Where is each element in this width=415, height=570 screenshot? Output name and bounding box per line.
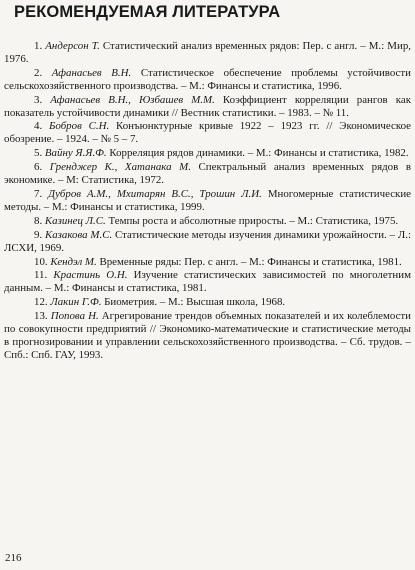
reference-item — [4, 120, 411, 146]
reference-authors: Бобров С.Н. — [48, 120, 110, 133]
reference-item — [4, 296, 411, 309]
reference-text: Биометрия. – М.: Высшая школа, 1968. — [101, 296, 286, 309]
reference-text: Корреляция рядов динамики. – М.: Финансы и статистика, 1982. — [106, 147, 409, 160]
reference-number: 10. — [34, 255, 48, 268]
reference-item — [4, 67, 411, 93]
reference-text: Изучение статистических зависимостей по многолетним данным. – М.: Финансы и статистика, 1981. — [4, 269, 411, 295]
reference-authors: Лакин Г.Ф. — [50, 296, 102, 309]
reference-authors: Крастинь О.Н. — [53, 269, 128, 282]
reference-text: Статистическое обеспечение проблемы устойчивости сельскохозяйственного производства. – М.: Финансы и статистика, 1996. — [4, 66, 411, 92]
reference-item — [4, 229, 411, 255]
reference-number: 1. — [34, 40, 43, 52]
reference-item — [4, 310, 411, 362]
reference-authors: Кендэл М. — [50, 255, 97, 268]
reference-number: 3. — [34, 93, 43, 106]
reference-number: 6. — [34, 161, 43, 174]
reference-authors: Андерсон Т. — [45, 40, 100, 52]
reference-authors: Вайну Я.Я.Ф. — [44, 147, 107, 160]
reference-item — [4, 147, 411, 160]
reference-authors: Афанасьев В.Н., Юзбашев М.М. — [50, 93, 215, 106]
reference-authors: Попова Н. — [50, 310, 99, 323]
page-title: РЕКОМЕНДУЕМАЯ ЛИТЕРАТУРА — [14, 3, 281, 21]
reference-item — [4, 161, 411, 187]
reference-text: Статистические методы изучения динамики урожайности. – Л.: ЛСХИ, 1969. — [4, 228, 411, 254]
reference-number: 8. — [34, 214, 43, 227]
reference-number: 12. — [34, 296, 48, 309]
reference-text: Многомерные статистические методы. – М.: Финансы и статистика, 1999. — [4, 187, 411, 213]
reference-number: 11. — [34, 269, 48, 282]
reference-number: 2. — [34, 66, 43, 79]
reference-item — [4, 94, 411, 120]
reference-item — [4, 215, 411, 228]
reference-text: Агрегирование трендов объемных показателей и их колеблемости по совокупности предприятий // Экономико-математические и статистические методы в прогнозировании и управлении сельскохозяйственного производства. – Сб. трудов. – Спб.: Спб. ГАУ, 1993. — [4, 310, 411, 361]
reference-text: Временные ряды: Пер. с англ. – М.: Финансы и статистика, 1981. — [96, 255, 402, 268]
reference-number: 5. — [34, 147, 43, 160]
reference-text: Темпы роста и абсолютные приросты. – М.: Статистика, 1975. — [105, 214, 399, 227]
reference-text: Спектральный анализ временных рядов в экономике. – М: Статистика, 1972. — [4, 161, 411, 187]
reference-authors: Афанасьев В.Н. — [51, 66, 132, 79]
page-number: 216 — [5, 552, 22, 564]
reference-text: Конъюнктурные кривые 1922 – 1923 гг. // Экономическое обозрение. – 1924. – № 5 – 7. — [4, 120, 411, 146]
reference-authors: Гренджер К., Хатанака М. — [49, 161, 191, 174]
reference-item — [4, 269, 411, 295]
reference-text: Коэффициент корреляции рангов как показатель устойчивости динамики // Вестник статистики. – 1983. – № 11. — [4, 93, 411, 119]
reference-number: 13. — [34, 310, 48, 323]
reference-authors: Дубров А.М., Мхитарян В.С., Трошин Л.И. — [48, 187, 262, 200]
reference-text: Статистический анализ временных рядов: Пер. с англ. – М.: Мир, 1976. — [4, 40, 411, 65]
reference-number: 7. — [34, 187, 43, 200]
reference-item — [4, 256, 411, 269]
reference-number: 9. — [34, 228, 43, 241]
reference-authors: Казакова М.С. — [45, 228, 113, 241]
reference-authors: Казинец Л.С. — [44, 214, 106, 227]
reference-item — [4, 188, 411, 214]
reference-list — [4, 40, 411, 363]
reference-number: 4. — [34, 120, 43, 133]
reference-item — [4, 40, 411, 66]
